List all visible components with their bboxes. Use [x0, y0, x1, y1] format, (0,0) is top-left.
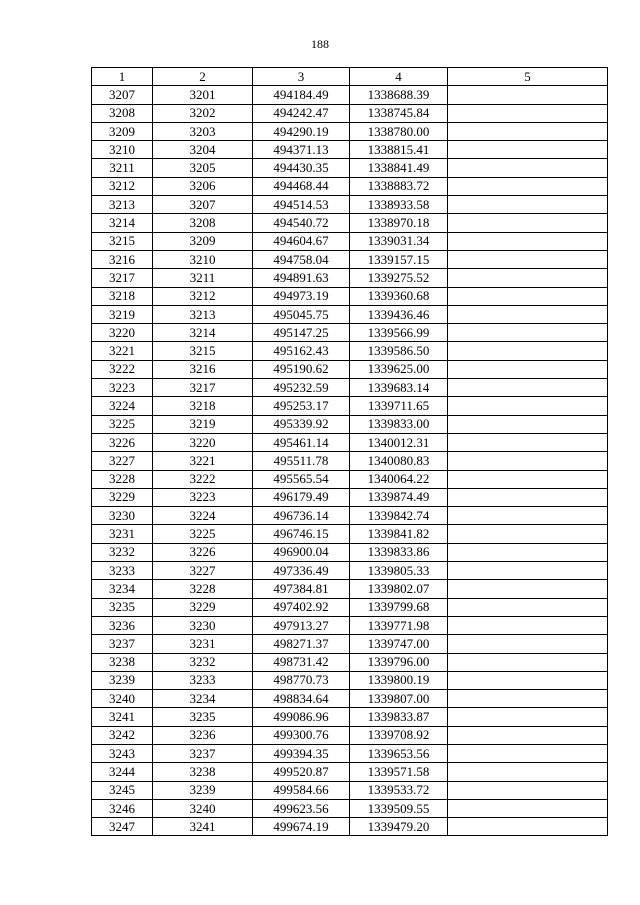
table-row: [92, 580, 608, 598]
table-cell: [448, 379, 608, 397]
table-cell: 1339747.00: [350, 635, 448, 653]
table-row: [92, 781, 608, 799]
table-cell: 3231: [92, 525, 153, 543]
table-cell: 3216: [153, 360, 253, 378]
table-cell: 3233: [92, 562, 153, 580]
table-cell: 498731.42: [253, 653, 350, 671]
table-row: [92, 232, 608, 250]
table-cell: 3228: [153, 580, 253, 598]
table-cell: 3229: [92, 488, 153, 506]
table-row: [92, 214, 608, 232]
table-cell: 3214: [92, 214, 153, 232]
column-header: 1: [92, 68, 153, 86]
table-cell: 494758.04: [253, 250, 350, 268]
table-cell: 3241: [153, 818, 253, 836]
table-cell: [448, 598, 608, 616]
table-cell: 494973.19: [253, 287, 350, 305]
table-cell: 3239: [92, 671, 153, 689]
table-cell: 494242.47: [253, 104, 350, 122]
table-cell: [448, 452, 608, 470]
table-row: [92, 324, 608, 342]
table-cell: 3225: [92, 415, 153, 433]
table-cell: 1338970.18: [350, 214, 448, 232]
table-cell: 3210: [92, 141, 153, 159]
table-row: [92, 818, 608, 836]
table-cell: [448, 671, 608, 689]
table-cell: [448, 196, 608, 214]
table-body: [92, 86, 608, 836]
table-cell: 1339509.55: [350, 799, 448, 817]
table-cell: 3237: [92, 635, 153, 653]
table-cell: 1339157.15: [350, 250, 448, 268]
table-cell: 499584.66: [253, 781, 350, 799]
table-cell: [448, 525, 608, 543]
table-cell: 3205: [153, 159, 253, 177]
table-cell: 495339.92: [253, 415, 350, 433]
table-cell: 3225: [153, 525, 253, 543]
table-cell: 3241: [92, 708, 153, 726]
column-header: 5: [448, 68, 608, 86]
table-row: [92, 250, 608, 268]
table-cell: [448, 141, 608, 159]
table-cell: 1339479.20: [350, 818, 448, 836]
table-cell: 494891.63: [253, 269, 350, 287]
table-row: [92, 122, 608, 140]
table-row: [92, 452, 608, 470]
table-row: [92, 305, 608, 323]
table-cell: 3216: [92, 250, 153, 268]
table-row: [92, 543, 608, 561]
table-cell: [448, 397, 608, 415]
table-cell: 1339031.34: [350, 232, 448, 250]
table-cell: 3201: [153, 86, 253, 104]
table-row: [92, 397, 608, 415]
table-cell: 3235: [153, 708, 253, 726]
table-cell: 3231: [153, 635, 253, 653]
table-cell: [448, 726, 608, 744]
table-row: [92, 671, 608, 689]
table-cell: 1339799.68: [350, 598, 448, 616]
table-cell: 3246: [92, 799, 153, 817]
table-cell: 3237: [153, 744, 253, 762]
table-cell: 1339571.58: [350, 763, 448, 781]
table-header-row: [92, 68, 608, 86]
table-row: [92, 635, 608, 653]
table-cell: [448, 86, 608, 104]
table-cell: 3226: [153, 543, 253, 561]
table-cell: [448, 543, 608, 561]
table-cell: 3222: [153, 470, 253, 488]
table-cell: [448, 580, 608, 598]
table-cell: 3223: [92, 379, 153, 397]
table-cell: [448, 342, 608, 360]
table-cell: 3210: [153, 250, 253, 268]
table-cell: 494290.19: [253, 122, 350, 140]
table-cell: 3211: [153, 269, 253, 287]
table-row: [92, 525, 608, 543]
table-cell: [448, 269, 608, 287]
table-cell: [448, 360, 608, 378]
table-cell: 1338745.84: [350, 104, 448, 122]
table-cell: 494468.44: [253, 177, 350, 195]
table-row: [92, 159, 608, 177]
table-cell: 3234: [153, 690, 253, 708]
table-cell: [448, 305, 608, 323]
table-cell: 498770.73: [253, 671, 350, 689]
table-cell: 1339833.87: [350, 708, 448, 726]
table-cell: 3215: [92, 232, 153, 250]
table-cell: 1338841.49: [350, 159, 448, 177]
table-row: [92, 598, 608, 616]
table-cell: [448, 799, 608, 817]
table-cell: 3219: [153, 415, 253, 433]
table-cell: 3223: [153, 488, 253, 506]
table-cell: [448, 415, 608, 433]
table-row: [92, 177, 608, 195]
table-cell: 3243: [92, 744, 153, 762]
table-cell: 3247: [92, 818, 153, 836]
table-cell: 3224: [92, 397, 153, 415]
table-cell: 1338780.00: [350, 122, 448, 140]
table-row: [92, 744, 608, 762]
table-cell: 494184.49: [253, 86, 350, 104]
table-cell: 1339842.74: [350, 507, 448, 525]
table-cell: 1339771.98: [350, 616, 448, 634]
table-cell: 3220: [92, 324, 153, 342]
table-cell: 3221: [92, 342, 153, 360]
table-cell: 494604.67: [253, 232, 350, 250]
table-cell: 3245: [92, 781, 153, 799]
table-cell: [448, 488, 608, 506]
table-cell: 1339796.00: [350, 653, 448, 671]
table-cell: 3213: [92, 196, 153, 214]
table-cell: 496179.49: [253, 488, 350, 506]
table-cell: 1339833.86: [350, 543, 448, 561]
table-cell: 1340064.22: [350, 470, 448, 488]
table-cell: 3224: [153, 507, 253, 525]
table-cell: 1339708.92: [350, 726, 448, 744]
table-cell: [448, 562, 608, 580]
table-cell: 3236: [153, 726, 253, 744]
table-row: [92, 653, 608, 671]
table-cell: 495461.14: [253, 433, 350, 451]
table-cell: 3213: [153, 305, 253, 323]
table-cell: 497402.92: [253, 598, 350, 616]
table-cell: 494540.72: [253, 214, 350, 232]
table-cell: 1339802.07: [350, 580, 448, 598]
table-cell: 495045.75: [253, 305, 350, 323]
table-cell: 495232.59: [253, 379, 350, 397]
table-cell: 495565.54: [253, 470, 350, 488]
table-cell: 494514.53: [253, 196, 350, 214]
table-cell: 3215: [153, 342, 253, 360]
table-cell: 499520.87: [253, 763, 350, 781]
table-row: [92, 562, 608, 580]
table-cell: [448, 433, 608, 451]
table-row: [92, 86, 608, 104]
table-cell: 3202: [153, 104, 253, 122]
table-cell: [448, 177, 608, 195]
table-cell: 3232: [153, 653, 253, 671]
table-row: [92, 141, 608, 159]
table-row: [92, 415, 608, 433]
table-cell: 3234: [92, 580, 153, 598]
table-cell: 495147.25: [253, 324, 350, 342]
table-cell: 495190.62: [253, 360, 350, 378]
table-cell: 3238: [153, 763, 253, 781]
table-cell: 3208: [153, 214, 253, 232]
table-row: [92, 287, 608, 305]
table-cell: [448, 690, 608, 708]
table-cell: 499394.35: [253, 744, 350, 762]
table-cell: 3212: [153, 287, 253, 305]
table-cell: 3219: [92, 305, 153, 323]
table-cell: [448, 653, 608, 671]
table-cell: 495511.78: [253, 452, 350, 470]
table-cell: [448, 159, 608, 177]
table-cell: 1339436.46: [350, 305, 448, 323]
table-cell: [448, 763, 608, 781]
column-header: 3: [253, 68, 350, 86]
table-cell: 1338933.58: [350, 196, 448, 214]
table-row: [92, 763, 608, 781]
table-row: [92, 379, 608, 397]
table-cell: 3228: [92, 470, 153, 488]
table-cell: 1339683.14: [350, 379, 448, 397]
table-cell: 3207: [153, 196, 253, 214]
table-row: [92, 360, 608, 378]
table-row: [92, 507, 608, 525]
table-cell: 3218: [92, 287, 153, 305]
table-cell: 3203: [153, 122, 253, 140]
table-cell: 3240: [92, 690, 153, 708]
table-cell: 3238: [92, 653, 153, 671]
table-cell: 3230: [153, 616, 253, 634]
table-cell: 3209: [92, 122, 153, 140]
page-number: 188: [311, 37, 329, 51]
table-cell: 1339625.00: [350, 360, 448, 378]
table-cell: 3221: [153, 452, 253, 470]
table-cell: [448, 818, 608, 836]
table-cell: 1339711.65: [350, 397, 448, 415]
table-cell: [448, 324, 608, 342]
table-row: [92, 433, 608, 451]
table-cell: 3240: [153, 799, 253, 817]
table-cell: 3217: [92, 269, 153, 287]
table-cell: [448, 232, 608, 250]
table-cell: 499300.76: [253, 726, 350, 744]
table-cell: 1339841.82: [350, 525, 448, 543]
table-cell: 3217: [153, 379, 253, 397]
table-cell: 498271.37: [253, 635, 350, 653]
table-cell: 1339360.68: [350, 287, 448, 305]
table-cell: [448, 287, 608, 305]
table-row: [92, 196, 608, 214]
table-cell: 3212: [92, 177, 153, 195]
table-cell: 3220: [153, 433, 253, 451]
table-cell: 1339874.49: [350, 488, 448, 506]
table-row: [92, 708, 608, 726]
table-cell: [448, 708, 608, 726]
table-cell: 3227: [153, 562, 253, 580]
table-cell: [448, 250, 608, 268]
table-cell: 3242: [92, 726, 153, 744]
table-cell: 3226: [92, 433, 153, 451]
table-cell: 497384.81: [253, 580, 350, 598]
table-cell: 3209: [153, 232, 253, 250]
table-cell: 1339653.56: [350, 744, 448, 762]
table-cell: 499674.19: [253, 818, 350, 836]
table-cell: 3227: [92, 452, 153, 470]
table-cell: 3222: [92, 360, 153, 378]
table-cell: 1339833.00: [350, 415, 448, 433]
table-row: [92, 690, 608, 708]
table-cell: 1339586.50: [350, 342, 448, 360]
table-cell: 3244: [92, 763, 153, 781]
table-cell: 3233: [153, 671, 253, 689]
column-header: 2: [153, 68, 253, 86]
table-cell: [448, 781, 608, 799]
table-cell: 495162.43: [253, 342, 350, 360]
table-cell: 496900.04: [253, 543, 350, 561]
table-cell: 3204: [153, 141, 253, 159]
column-header: 4: [350, 68, 448, 86]
table-cell: 3239: [153, 781, 253, 799]
table-cell: 3229: [153, 598, 253, 616]
table-cell: 495253.17: [253, 397, 350, 415]
table-cell: 3218: [153, 397, 253, 415]
table-row: [92, 726, 608, 744]
table-cell: 496746.15: [253, 525, 350, 543]
table-row: [92, 616, 608, 634]
table-cell: 1339533.72: [350, 781, 448, 799]
table-cell: [448, 104, 608, 122]
table-cell: 3235: [92, 598, 153, 616]
table-cell: 3208: [92, 104, 153, 122]
table-row: [92, 342, 608, 360]
table-cell: 1338815.41: [350, 141, 448, 159]
table-row: [92, 488, 608, 506]
table-cell: 1339566.99: [350, 324, 448, 342]
table-cell: 494371.13: [253, 141, 350, 159]
table-cell: 1340012.31: [350, 433, 448, 451]
table-cell: 498834.64: [253, 690, 350, 708]
table-cell: 497336.49: [253, 562, 350, 580]
coordinates-table: [91, 67, 608, 836]
table-row: [92, 470, 608, 488]
table-cell: 1340080.83: [350, 452, 448, 470]
table-cell: 1338688.39: [350, 86, 448, 104]
table-cell: 499086.96: [253, 708, 350, 726]
table-cell: 496736.14: [253, 507, 350, 525]
table-cell: [448, 616, 608, 634]
table-cell: 3230: [92, 507, 153, 525]
table-cell: 497913.27: [253, 616, 350, 634]
table-cell: [448, 214, 608, 232]
table-cell: 3207: [92, 86, 153, 104]
table-row: [92, 104, 608, 122]
table-cell: 499623.56: [253, 799, 350, 817]
table-cell: [448, 635, 608, 653]
table-cell: 3232: [92, 543, 153, 561]
table-cell: 1338883.72: [350, 177, 448, 195]
table-cell: 494430.35: [253, 159, 350, 177]
table-cell: [448, 507, 608, 525]
table-row: [92, 269, 608, 287]
table-cell: [448, 122, 608, 140]
table-row: [92, 799, 608, 817]
table-cell: 3206: [153, 177, 253, 195]
table-cell: 1339275.52: [350, 269, 448, 287]
table-cell: 1339805.33: [350, 562, 448, 580]
table-cell: 1339807.00: [350, 690, 448, 708]
table-cell: 1339800.19: [350, 671, 448, 689]
table-cell: 3214: [153, 324, 253, 342]
table-cell: [448, 470, 608, 488]
table-cell: [448, 744, 608, 762]
table-cell: 3236: [92, 616, 153, 634]
table-cell: 3211: [92, 159, 153, 177]
